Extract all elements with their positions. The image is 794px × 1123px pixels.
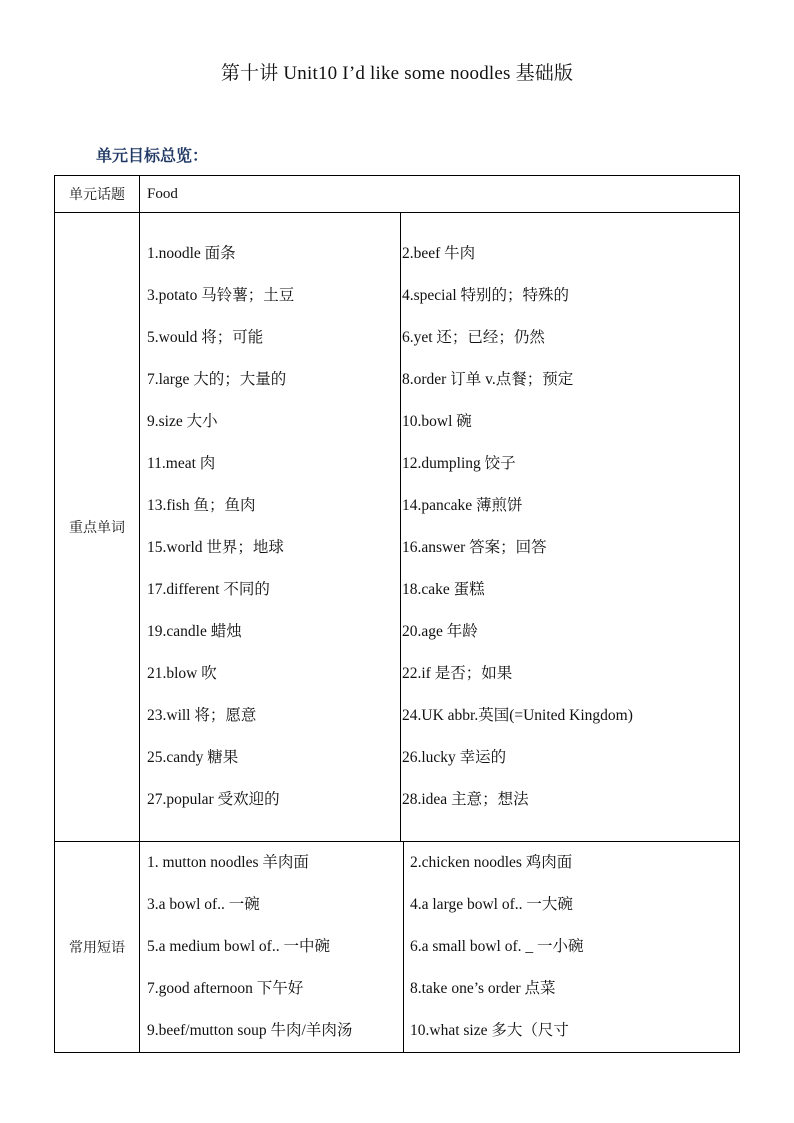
- vocab-entry-right: 14.pancake 薄煎饼: [402, 497, 523, 514]
- vocab-row: [55, 213, 740, 842]
- page-title: 第十讲 Unit10 I’d like some noodles 基础版: [220, 63, 574, 84]
- vocab-entry-right: 24.UK abbr.英国(=United Kingdom): [402, 707, 633, 724]
- phrase-entry-right: 8.take one’s order 点菜: [410, 980, 556, 997]
- phrase-entry-left: 1. mutton noodles 羊肉面: [147, 854, 309, 871]
- vocab-entry-left: 27.popular 受欢迎的: [147, 791, 280, 808]
- topic-row: [55, 176, 740, 213]
- phrase-entry-left: 7.good afternoon 下午好: [147, 980, 304, 997]
- vocab-entry-right: 18.cake 蛋糕: [402, 581, 485, 598]
- vocab-entry-right: 16.answer 答案；回答: [402, 539, 547, 556]
- vocab-entry-left: 13.fish 鱼；鱼肉: [147, 497, 256, 514]
- vocab-entry-left: 19.candle 蜡烛: [147, 623, 242, 640]
- phrase-entry-left: 3.a bowl of.. 一碗: [147, 896, 260, 913]
- phrase-label: 常用短语: [55, 842, 140, 1053]
- vocab-entry-right: 6.yet 还；已经；仍然: [402, 329, 545, 346]
- column-divider: [400, 213, 401, 841]
- vocab-entry-left: 15.world 世界；地球: [147, 539, 284, 556]
- vocab-entry-right: 28.idea 主意；想法: [402, 791, 529, 808]
- vocab-entry-left: 17.different 不同的: [147, 581, 270, 598]
- phrase-entry-right: 6.a small bowl of. _ 一小碗: [410, 938, 584, 955]
- vocab-entry-left: 3.potato 马铃薯；土豆: [147, 287, 295, 304]
- phrase-entry-left: 9.beef/mutton soup 牛肉/羊肉汤: [147, 1022, 353, 1039]
- phrase-row: [55, 842, 740, 1053]
- phrase-entry-right: 4.a large bowl of.. 一大碗: [410, 896, 573, 913]
- vocab-entry-right: 2.beef 牛肉: [402, 245, 476, 262]
- vocab-entry-right: 26.lucky 幸运的: [402, 749, 507, 766]
- phrase-entry-right: 10.what size 多大（尺寸: [410, 1022, 569, 1039]
- section-heading: 单元目标总览：: [96, 146, 209, 165]
- vocab-entry-left: 9.size 大小: [147, 413, 218, 430]
- phrase-entry-right: 2.chicken noodles 鸡肉面: [410, 854, 573, 871]
- topic-value: Food: [140, 176, 740, 213]
- vocab-entry-right: 10.bowl 碗: [402, 413, 472, 430]
- vocab-cell: [140, 213, 740, 842]
- vocab-entry-left: 25.candy 糖果: [147, 749, 239, 766]
- vocab-entry-right: 12.dumpling 饺子: [402, 455, 516, 472]
- vocab-entry-left: 21.blow 吹: [147, 665, 217, 682]
- vocab-entry-left: 7.large 大的；大量的: [147, 371, 287, 388]
- vocab-entry-right: 20.age 年龄: [402, 623, 478, 640]
- unit-overview-table: [54, 175, 740, 1053]
- column-divider: [403, 842, 404, 1052]
- vocab-entry-right: 4.special 特别的；特殊的: [402, 287, 570, 304]
- phrase-entry-left: 5.a medium bowl of.. 一中碗: [147, 938, 330, 955]
- phrase-cell: [140, 842, 740, 1053]
- vocab-entry-left: 5.would 将；可能: [147, 329, 264, 346]
- vocab-entry-left: 23.will 将；愿意: [147, 707, 257, 724]
- vocab-entry-right: 22.if 是否；如果: [402, 665, 513, 682]
- topic-label: 单元话题: [55, 176, 140, 213]
- vocab-label: 重点单词: [55, 213, 140, 842]
- vocab-entry-right: 8.order 订单 v.点餐；预定: [402, 371, 574, 388]
- vocab-entry-left: 1.noodle 面条: [147, 245, 236, 262]
- vocab-entry-left: 11.meat 肉: [147, 455, 216, 472]
